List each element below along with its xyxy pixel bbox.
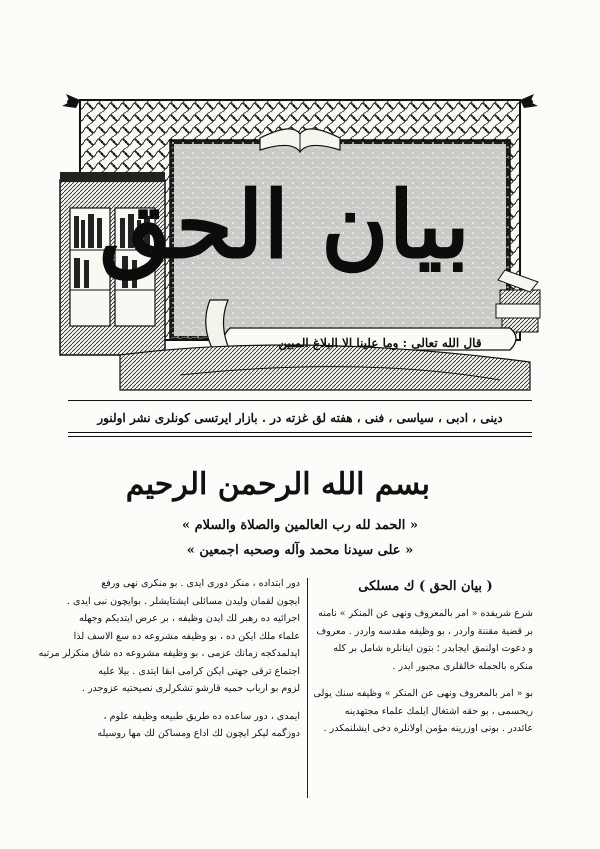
text-line: علماء ملك ايكن ده ، بو وظيفه مشروعه ده سع الاسف لذا — [73, 630, 300, 642]
text-line: دور ابتداده ، منكر دورى ايدى . بو منكرى نهى ورفع — [101, 578, 300, 589]
paragraph — [38, 575, 300, 698]
books-stack-illustration — [496, 270, 540, 332]
paragraph — [68, 708, 300, 743]
subtitle: دينى ، ادبى ، سياسى ، فنى ، هفته لق غزته در . بازار ايرتسى كونلرى نشر اولنور — [97, 411, 503, 425]
text-line: منكره بالجمله خالقلرى مجبور ايدر . — [392, 660, 533, 672]
text-line: اجرائيه ده رهبر لك ايدن وظيفه ، بر عرض ايتديكم وجهله — [79, 613, 300, 624]
right-column — [313, 575, 533, 738]
paragraph — [318, 605, 533, 675]
masthead — [60, 100, 540, 390]
text-line: ايمدى ، دور ساعده ده طريق طبيعه وظيفه علوم ، — [103, 710, 300, 722]
rule-bottom-thin — [68, 436, 532, 437]
doxology-line-2: « على سيدنا محمد وآله وصحبه اجمعين » — [186, 543, 414, 558]
left-column — [38, 575, 300, 743]
masthead-title: بيان الحق — [99, 171, 470, 279]
basmala: بسم الله الرحمن الرحيم — [125, 467, 430, 502]
section-heading: ( بيان الحق ) ك مسلكى — [358, 579, 493, 594]
text-line: لزوم بو ارباب حميه قارشو تشكرلرى نصيحتيه عزوجدر . — [81, 683, 300, 694]
text-line: بو « امر بالمعروف ونهى عن المنكر » وظيفه سنك يولى — [313, 688, 533, 699]
masthead-motto: قال الله تعالى : وما علينا الا البلاغ المبين — [278, 336, 482, 350]
text-line: اجتماع ترقى جهتى ايكن كرامى ابقا ايتدى . بيلا عليه — [98, 665, 300, 677]
text-line: شرع شريفده « امر بالمعروف ونهى عن المنكر » نامنه — [318, 608, 533, 619]
column-divider — [307, 578, 308, 798]
doxology-line-1: « الحمد لله رب العالمين والصلاة والسلام » — [181, 518, 419, 533]
text-line: عائددر . بونى اوزرينه مؤمن اولانلره دخى ايشلنمكدر . — [323, 723, 533, 734]
text-line: ايچون لقمان وليدن مسائلى ايشتايشلر . بوايچون نبى ايدى . — [66, 595, 300, 607]
rule-top — [68, 400, 532, 401]
text-line: ريحسمى ، بو حقه اشتغال ايلمك علماء مجتهدينه — [344, 705, 533, 717]
text-line: بر قضية مقننة واردر ، بو وظيفه مقدسه واردر . معروف — [316, 625, 533, 637]
text-line: دوزگمه ليكر ايچون لك اداع ومساكن لك مها روسيله — [97, 728, 300, 739]
text-line: ايدلمدكجه زمانك عزمى ، بو وظيفه مشروعه ده شاق منكرلر مرتبه — [38, 648, 300, 659]
rule-bottom — [68, 432, 532, 433]
text-line: و دعوت اولنمق ايجابدر ؛ بتون اينانلره شامل بر كله — [333, 643, 533, 654]
paragraph — [313, 685, 533, 738]
